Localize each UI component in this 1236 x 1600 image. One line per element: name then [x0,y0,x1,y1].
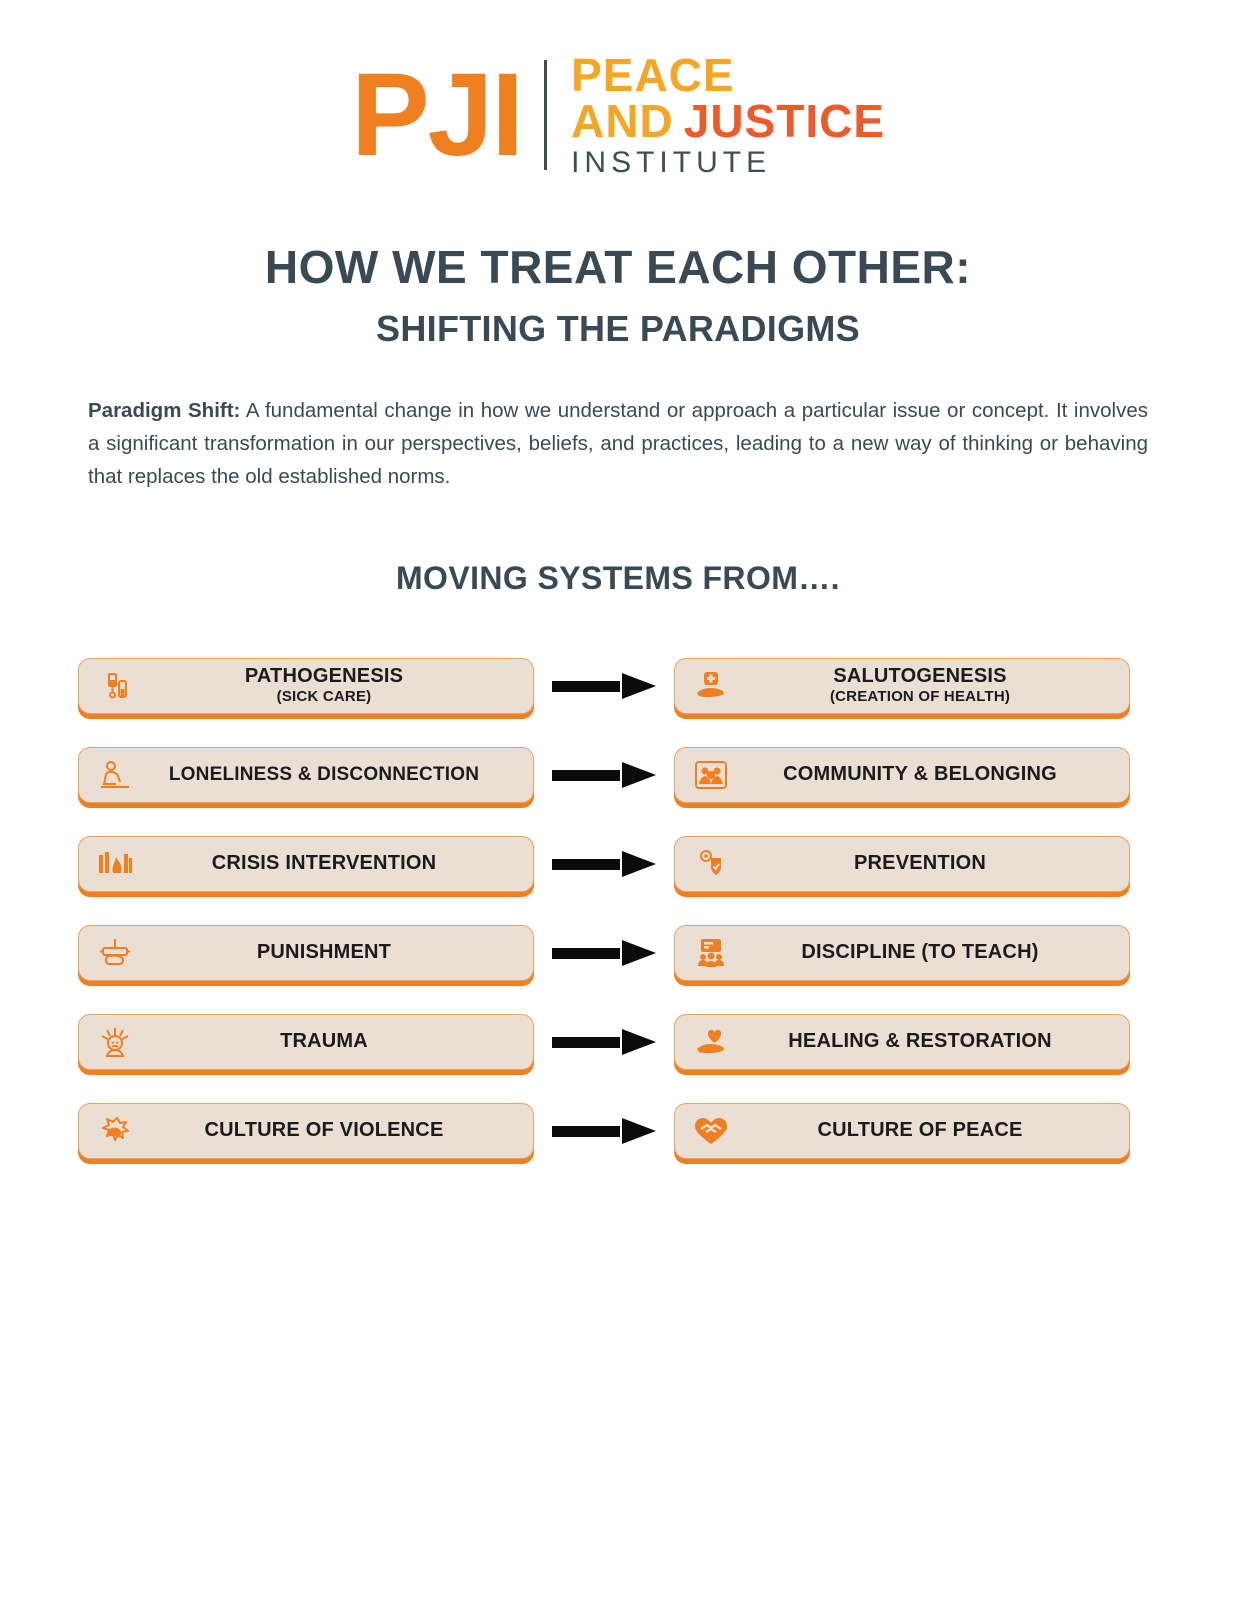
pill-label: PATHOGENESIS (SICK CARE) [137,665,519,706]
teaching-board-icon [689,933,733,973]
handshake-heart-icon [689,1111,733,1151]
hand-heart-icon [689,1022,733,1062]
definition-paragraph [88,394,1148,494]
pill-from-pathogenesis [78,658,534,714]
paradigm-row [78,833,1158,895]
hand-health-cross-icon [689,666,733,706]
arrow-right-icon [552,1029,656,1055]
pill-label: TRAUMA [280,1030,368,1053]
logo-divider [544,60,547,170]
pill-label: COMMUNITY & BELONGING [783,763,1057,786]
pill-from-crisis [78,836,534,892]
arrow-container [534,940,674,966]
definition-term: Paradigm Shift: [88,399,241,422]
definition-text: A fundamental change in how we understand or approach a particular issue or concept. It involves a significant transformation in our perspectives, beliefs, and practices, leading to a new way of thinking or behaving that replaces the old established norms. [88,399,1148,489]
arrow-container [534,851,674,877]
paradigm-row [78,1011,1158,1073]
arrow-right-icon [552,1118,656,1144]
lonely-person-icon [93,755,137,795]
pill-label: LONELINESS & DISCONNECTION [168,763,480,785]
arrow-right-icon [552,673,656,699]
logo-monogram: PJI [350,48,523,181]
arrow-right-icon [552,762,656,788]
pill-to-peace [674,1103,1130,1159]
arrow-right-icon [552,851,656,877]
paradigm-row [78,655,1158,717]
fist-impact-icon [93,1111,137,1151]
handcuffed-fist-icon [93,933,137,973]
logo-line-and: AND [571,95,674,147]
pill-label: DISCIPLINE (TO TEACH) [801,941,1039,964]
section-heading: MOVING SYSTEMS FROM…. [396,559,840,596]
pill-sublabel: (CREATION OF HEALTH) [829,688,1011,706]
pill-to-discipline [674,925,1130,981]
pill-to-salutogenesis [674,658,1130,714]
paradigm-row [78,744,1158,806]
pill-label: CRISIS INTERVENTION [211,852,437,875]
fire-flame-icon [93,844,137,884]
pill-label: PUNISHMENT [256,941,392,964]
pill-to-community [674,747,1130,803]
paradigm-row [78,1100,1158,1162]
iv-drip-icon [93,666,137,706]
pill-label: CULTURE OF PEACE [817,1119,1023,1142]
arrow-container [534,762,674,788]
pill-label: PREVENTION [853,852,987,875]
group-people-icon [689,755,733,795]
arrow-container [534,1118,674,1144]
arrow-container [534,1029,674,1055]
logo-line-peace: PEACE [571,49,735,101]
distressed-head-icon [93,1022,137,1062]
pill-from-violence [78,1103,534,1159]
page-subtitle: SHIFTING THE PARADIGMS [376,308,860,349]
page-title: HOW WE TREAT EACH OTHER: [264,241,972,293]
pill-label: HEALING & RESTORATION [788,1030,1052,1053]
pji-logo [0,0,1236,181]
pill-sublabel: (SICK CARE) [276,688,372,706]
shield-check-gear-icon [689,844,733,884]
pill-to-prevention [674,836,1130,892]
logo-line-institute: INSTITUTE [571,146,772,179]
pill-to-healing [674,1014,1130,1070]
pill-label: CULTURE OF VIOLENCE [204,1119,444,1142]
pill-from-loneliness [78,747,534,803]
paradigm-rows [0,655,1236,1162]
pill-from-punishment [78,925,534,981]
arrow-container [534,673,674,699]
pill-from-trauma [78,1014,534,1070]
paradigm-row [78,922,1158,984]
arrow-right-icon [552,940,656,966]
logo-line-justice: JUSTICE [683,95,886,147]
pill-label: SALUTOGENESIS (CREATION OF HEALTH) [733,665,1115,706]
